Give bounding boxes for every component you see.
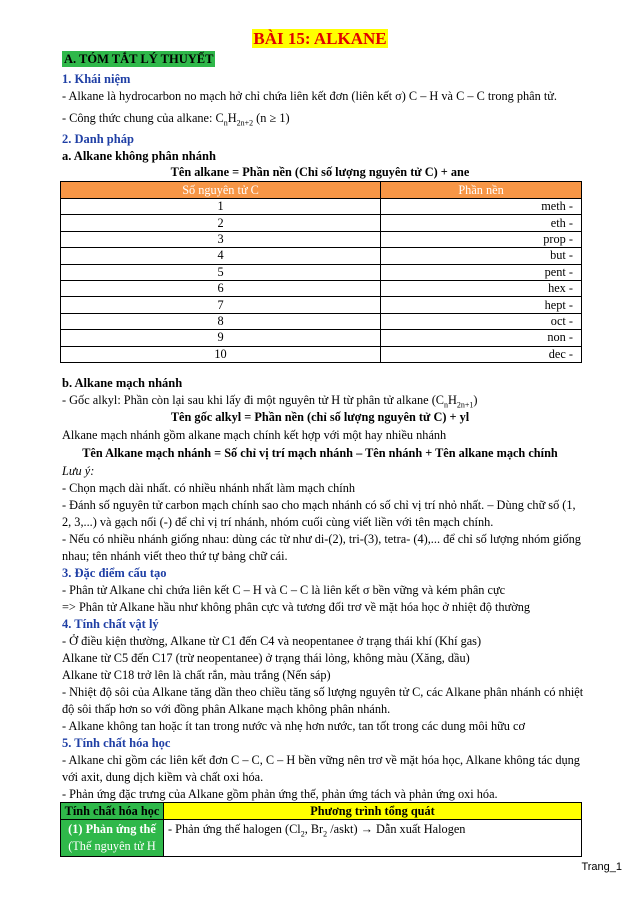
carbon-count: 5 — [61, 264, 381, 280]
reaction-type-line1: (1) Phản ứng thế — [68, 822, 156, 836]
s2b-heading: b. Alkane mạch nhánh — [62, 376, 183, 390]
reaction-table-header — [61, 803, 582, 820]
s1-heading: 1. Khái niệm — [62, 72, 131, 86]
prefix-name: pent - — [381, 264, 582, 280]
col-header-carbon: Số nguyên tử C — [61, 182, 381, 199]
reaction-type-cell — [61, 820, 164, 857]
s1-line1: - Alkane là hydrocarbon no mạch hở chỉ chứa liên kết đơn (liên kết σ) C – H và C – C trong phân tử. — [62, 89, 558, 103]
s2b-formula1: Tên gốc alkyl = Phần nền (chỉ số lượng nguyên tử C) + yl — [170, 410, 470, 424]
col-header-property: Tính chất hóa học — [61, 803, 164, 820]
s1-line2: - Công thức chung của alkane: $C_nH_{2n+2}$ (n ≥ 1) — [62, 111, 290, 128]
reaction-table — [60, 802, 582, 857]
prefix-table — [60, 181, 582, 363]
s2-heading: 2. Danh pháp — [62, 132, 134, 146]
prefix-name: non - — [381, 330, 582, 346]
s2a-formula: Tên alkane = Phần nền (Chỉ số lượng nguyên tử C) + ane — [170, 165, 470, 179]
carbon-count: 7 — [61, 297, 381, 313]
prefix-name: meth - — [381, 199, 582, 215]
s5-heading: 5. Tính chất hóa học — [62, 736, 171, 750]
s4-line: - Alkane không tan hoặc ít tan trong nước và nhẹ hơn nước, tan tốt trong các dung môi hữu cơ — [62, 719, 525, 733]
s5-line: - Alkane chỉ gồm các liên kết đơn C – C, C – H bền vững nên trơ về mặt hóa học, Alkane không tác dụng — [62, 753, 580, 767]
s2a-heading: a. Alkane không phân nhánh — [62, 149, 216, 163]
col-header-prefix: Phần nền — [381, 182, 582, 199]
s4-line: độ sôi thấp hơn so với đồng phân Alkane mạch không phân nhánh. — [62, 702, 391, 716]
carbon-count: 6 — [61, 280, 381, 296]
table-row — [61, 264, 582, 280]
s4-heading: 4. Tính chất vật lý — [62, 617, 159, 631]
table-row — [61, 280, 582, 296]
prefix-name: eth - — [381, 215, 582, 231]
s2b-line2: Alkane mạch nhánh gồm alkane mạch chính kết hợp với một hay nhiều nhánh — [62, 428, 447, 442]
table-row — [61, 820, 582, 857]
table-row — [61, 330, 582, 346]
table-row — [61, 215, 582, 231]
s3-line: - Phân tử Alkane chỉ chứa liên kết C – H và C – C là liên kết σ bền vững và kém phân cực — [62, 583, 506, 597]
reaction-type-line2: (Thế nguyên tử H — [68, 839, 156, 853]
note-label: Lưu ý: — [62, 464, 95, 478]
section-a-heading: A. TÓM TẮT LÝ THUYẾT — [64, 52, 214, 66]
carbon-count: 8 — [61, 313, 381, 329]
prefix-name: oct - — [381, 313, 582, 329]
note-line: nhau; tên nhánh viết theo thứ tự bảng chữ cái. — [62, 549, 288, 563]
carbon-count: 10 — [61, 346, 381, 362]
prefix-name: but - — [381, 248, 582, 264]
s4-line: - Nhiệt độ sôi của Alkane tăng dần theo chiều tăng số lượng nguyên tử C, các Alkane phân nhánh có nhiệt — [62, 685, 584, 699]
page-number: Trang_1 — [581, 861, 622, 873]
s5-line: - Phản ứng đặc trưng của Alkane gồm phản ứng thế, phản ứng tách và phản ứng oxi hóa. — [62, 787, 498, 801]
s4-line: Alkane từ C5 đến C17 (trừ neopentanee) ở trạng thái lỏng, không màu (Xăng, dầu) — [62, 651, 470, 665]
note-line: - Đánh số nguyên tử carbon mạch chính sao cho mạch nhánh có số chỉ vị trí nhỏ nhất. – Dùng chữ số (1, — [62, 498, 576, 512]
table-row — [61, 199, 582, 215]
s5-line: với axit, dung dịch kiềm và chất oxi hóa. — [62, 770, 264, 784]
note-line: - Nếu có nhiều nhánh giống nhau: dùng các từ như di-(2), tri-(3), tetra- (4),... để chỉ số lượng nhóm giống — [62, 532, 581, 546]
table-row — [61, 248, 582, 264]
lesson-title: BÀI 15: ALKANE — [253, 29, 387, 48]
carbon-count: 3 — [61, 231, 381, 247]
table-row — [61, 297, 582, 313]
carbon-count: 9 — [61, 330, 381, 346]
table-row — [61, 346, 582, 362]
prefix-table-header — [61, 182, 582, 199]
s4-line: - Ở điều kiện thường, Alkane từ C1 đến C4 và neopentanee ở trạng thái khí (Khí gas) — [62, 634, 482, 648]
col-header-equation: Phương trình tổng quát — [164, 803, 582, 820]
s2b-line1: - Gốc alkyl: Phần còn lại sau khi lấy đi một nguyên tử H từ phân tử alkane $(C_nH_{2n+1})$ — [62, 393, 478, 410]
table-row — [61, 231, 582, 247]
s3-line: => Phân tử Alkane hầu như không phân cực và tương đối trơ về mặt hóa học ở nhiệt độ thường — [62, 600, 530, 614]
prefix-name: prop - — [381, 231, 582, 247]
prefix-name: dec - — [381, 346, 582, 362]
s2b-formula2: Tên Alkane mạch nhánh = Số chỉ vị trí mạch nhánh – Tên nhánh + Tên alkane mạch chính — [82, 446, 558, 460]
prefix-name: hept - — [381, 297, 582, 313]
note-line: - Chọn mạch dài nhất. có nhiều nhánh nhất làm mạch chính — [62, 481, 355, 495]
table-row — [61, 313, 582, 329]
s4-line: Alkane từ C18 trở lên là chất rắn, màu trắng (Nến sáp) — [62, 668, 331, 682]
carbon-count: 1 — [61, 199, 381, 215]
reaction-equation-cell: - Phản ứng thế halogen ($Cl_2$, $Br_2$ /askt) → Dẫn xuất Halogen — [164, 820, 582, 857]
s3-heading: 3. Đặc điểm cấu tạo — [62, 566, 167, 580]
prefix-name: hex - — [381, 280, 582, 296]
carbon-count: 2 — [61, 215, 381, 231]
note-line: 2, 3,...) và gạch nối (-) để chỉ vị trí nhánh, nhóm cuối cùng viết liền với tên mạch chính. — [62, 515, 494, 529]
carbon-count: 4 — [61, 248, 381, 264]
